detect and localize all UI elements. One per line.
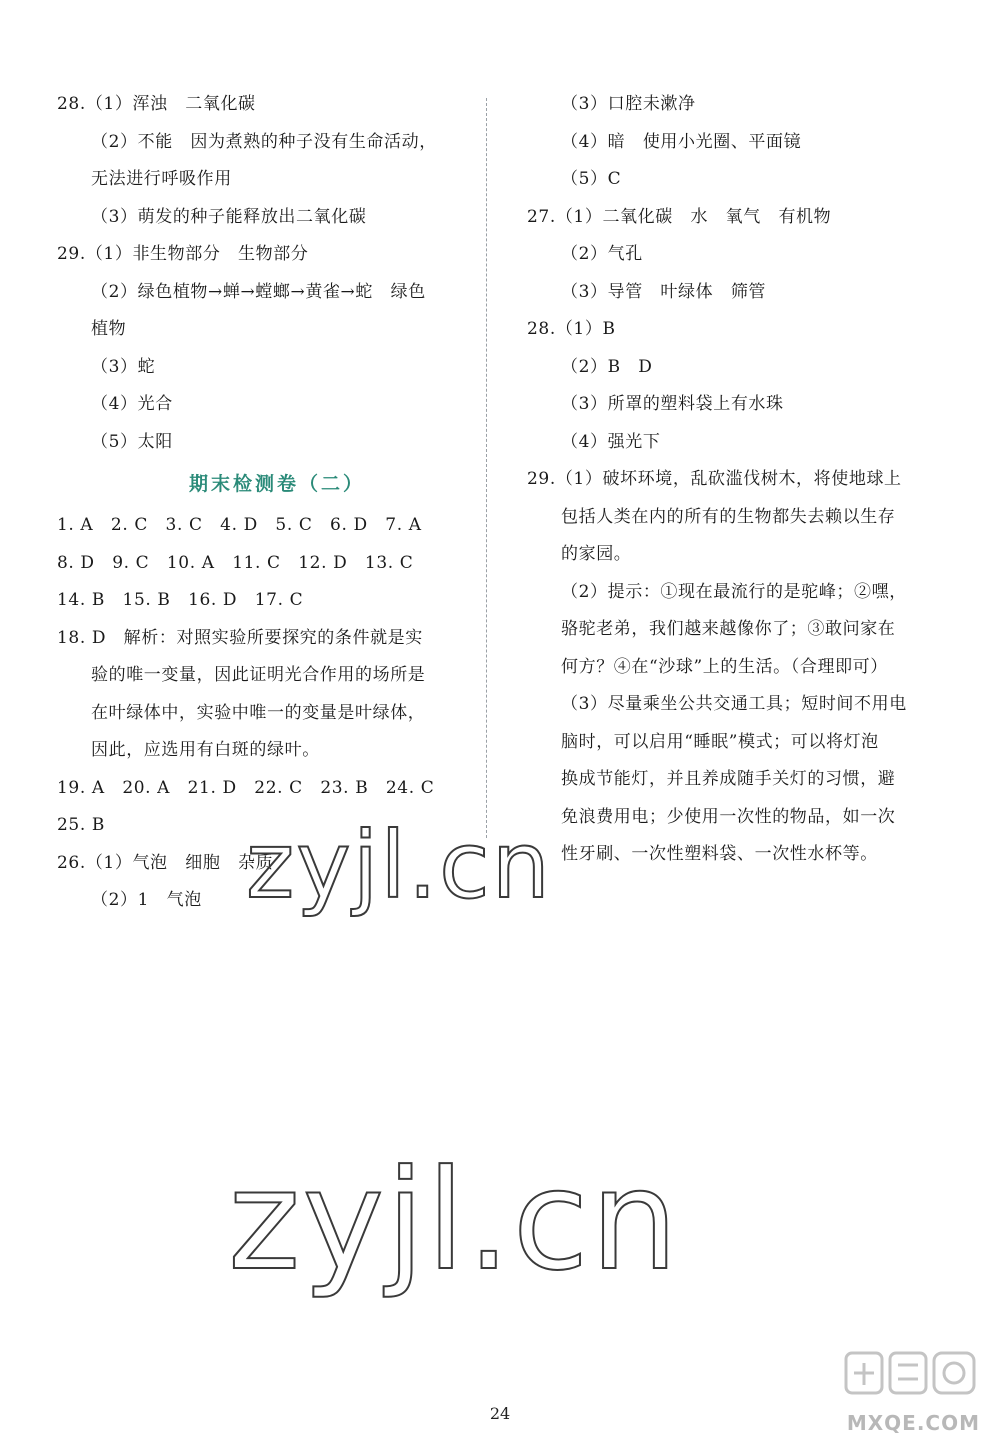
section-title: 期末检测卷（二） [188, 473, 365, 495]
watermark: zyjl.cn [228, 1140, 680, 1301]
answer-line: 植物 [91, 319, 127, 339]
answer-line: 18. D 解析：对照实验所要探究的条件就是实 [57, 627, 423, 648]
answer-line: 因此，应选用有白斑的绿叶。 [91, 740, 320, 760]
page-number: 24 [489, 1404, 511, 1423]
answer-line: 免浪费用电；少使用一次性的物品，如一次 [561, 806, 896, 827]
answer-line: （4）光合 [91, 394, 173, 414]
answer-line: 14. B 15. B 16. D 17. C [57, 590, 304, 610]
right-column [527, 86, 927, 874]
answer-line: （5）C [561, 169, 622, 189]
answer-line: 何方？④在“沙球”上的生活。（合理即可） [561, 656, 888, 677]
watermark: zyjl.cn [246, 812, 552, 919]
answer-line: 28.（1）B [527, 319, 616, 339]
answer-line: （3）所罩的塑料袋上有水珠 [561, 394, 784, 414]
answer-line: （2）B D [561, 356, 653, 377]
answer-line: 26.（1）气泡 细胞 杂质 [57, 852, 274, 873]
answer-line: 无法进行呼吸作用 [91, 169, 232, 189]
answer-line: 在叶绿体中，实验中唯一的变量是叶绿体， [91, 702, 426, 723]
answer-line: （2）气孔 [561, 244, 643, 264]
answer-line: 19. A 20. A 21. D 22. C 23. B 24. C [57, 777, 435, 798]
answer-line: （3）萌发的种子能释放出二氧化碳 [91, 206, 367, 227]
answer-line: 29.（1）破坏环境，乱砍滥伐树木，将使地球上 [527, 469, 902, 489]
answer-line: （4）暗 使用小光圈、平面镜 [561, 131, 802, 152]
answer-line: 验的唯一变量，因此证明光合作用的场所是 [91, 665, 426, 685]
answer-line: （5）太阳 [91, 431, 173, 452]
answer-line: 脑时，可以启用“睡眠”模式；可以将灯泡 [561, 731, 879, 752]
answer-line: （2）绿色植物→蝉→螳螂→黄雀→蛇 绿色 [91, 281, 426, 302]
corner-logo [828, 1343, 988, 1439]
answer-line: （4）强光下 [561, 431, 661, 452]
answer-line: 25. B [57, 815, 105, 835]
answer-line: 1. A 2. C 3. C 4. D 5. C 6. D 7. A [57, 515, 422, 535]
answer-line: （3）导管 叶绿体 筛管 [561, 281, 767, 302]
answer-line: 28.（1）浑浊 二氧化碳 [57, 94, 256, 114]
answer-line: 骆驼老弟，我们越来越像你了；③敢问家在 [561, 619, 896, 639]
answer-line: （2）提示：①现在最流行的是驼峰；②嘿， [561, 581, 907, 602]
left-column [57, 86, 467, 920]
answer-line: 性牙刷、一次性塑料袋、一次性水杯等。 [561, 844, 878, 864]
answer-line: 包括人类在内的所有的生物都失去赖以生存 [561, 506, 896, 527]
answer-line: 8. D 9. C 10. A 11. C 12. D 13. C [57, 552, 414, 573]
answer-line: 29.（1）非生物部分 生物部分 [57, 244, 309, 264]
answer-line: （2）1 气泡 [91, 890, 202, 910]
answer-line: （2）不能 因为煮熟的种子没有生命活动， [91, 131, 437, 152]
answer-line: （3）口腔未漱净 [561, 94, 696, 114]
answer-line: 的家园。 [561, 544, 632, 564]
answer-line: （3）尽量乘坐公共交通工具；短时间不用电 [561, 694, 907, 714]
answer-line: （3）蛇 [91, 356, 156, 377]
answer-line: 27.（1）二氧化碳 水 氧气 有机物 [527, 206, 832, 227]
answer-line: 换成节能灯，并且养成随手关灯的习惯，避 [561, 769, 896, 789]
logo-text: MXQE.COM [846, 1411, 980, 1435]
column-divider [486, 98, 487, 838]
